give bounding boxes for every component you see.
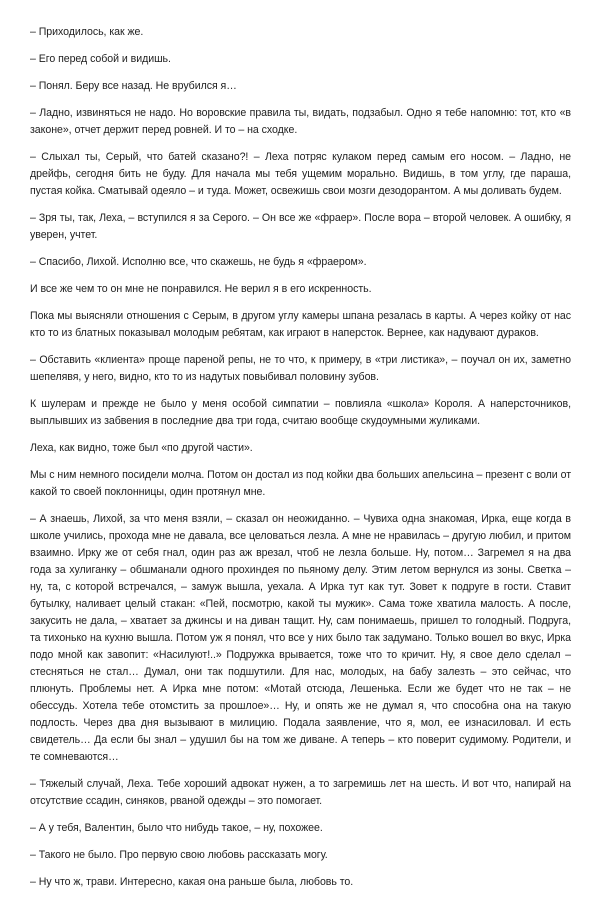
paragraph: – Тяжелый случай, Леха. Тебе хороший адвокат нужен, а то загремишь лет на шесть. И вот что, напирай на отсутствие ссадин, синяков, рваной одежды – это помогает. [30, 778, 571, 807]
paragraph: – Приходилось, как же. [30, 26, 144, 38]
paragraph: – Ладно, извиняться не надо. Но воровские правила ты, видать, подзабыл. Одно я тебе напомню: тот, кто «в законе», отчет держит перед ровней. И то – на сходке. [30, 107, 571, 136]
paragraph: – Его перед собой и видишь. [30, 53, 171, 65]
document-page [30, 24, 571, 901]
paragraph: И все же чем то он мне не понравился. Не верил я в его искренность. [30, 283, 372, 295]
paragraph: – Зря ты, так, Леха, – вступился я за Серого. – Он все же «фраер». После вора – второй человек. А ошибку, я уверен, учтет. [30, 212, 571, 241]
paragraph: – А знаешь, Лихой, за что меня взяли, – сказал он неожиданно. – Чувиха одна знакомая, Ирка, еще когда в школе учились, прохода мне не давала, все целоваться лезла. А мне не нравилась – другую любил, и притом взаимно. Ирку же от себя гнал, один раз аж врезал, чтоб не лезла больше. Ну, потом… Загремел я на два года за хулиганку – обшманали одного прохиндея по пьяному делу. Этим летом вернулся из зоны. Светка – ну, та, с которой встречался, – замуж вышла, уехала. А Ирка тут как тут. Зовет к подруге в гости. Ставит бутылку, наливает целый стакан: «Пей, посмотрю, какой ты мужик». Сама тоже хватила малость. А после, закусить не дала, – хватает за джинсы и на диван тащит. Ну, сам понимаешь, пришел то голодный. Подруга, та тихонько на кухню вышла. Потом уж я понял, что все у них было так задумано. Только вошел во вкус, Ирка подо мной как завопит: «Насилуют!..» Подружка врывается, тоже что то кричит. Ну, я свое дело сделал – стесняться не стал… Думал, они так подшутили. Для нас, молодых, на бабу залезть – это сейчас, что плюнуть. Проблемы нет. А Ирка мне потом: «Мотай отсюда, Лешенька. Если же будет что не так – не обессудь. Хотела тебе отомстить за прошлое»… Ну, и опять же не думал я, что способна она на такую подлость. Через два дня вызывают в милицию. Подала заявление, что я, мол, ее изнасиловал. И есть свидетель… Да если бы знал – удушил бы на том же диване. А теперь – кто поверит судимому. Родители, и те сомневаются… [30, 513, 571, 763]
paragraph: Леха, как видно, тоже был «по другой части». [30, 442, 253, 454]
paragraph: – Ну что ж, трави. Интересно, какая она раньше была, любовь то. [30, 876, 354, 888]
paragraph: – Такого не было. Про первую свою любовь рассказать могу. [30, 849, 328, 861]
paragraph: – А у тебя, Валентин, было что нибудь такое, – ну, похожее. [30, 822, 323, 834]
paragraph: Мы с ним немного посидели молча. Потом он достал из под койки два больших апельсина – презент с воли от какой то своей поклонницы, один протянул мне. [30, 469, 571, 498]
paragraph: К шулерам и прежде не было у меня особой симпатии – повлияла «школа» Короля. А наперсточников, выплывших из забвения в последние два три года, считаю вообще скудоумными жуликами. [30, 398, 571, 427]
paragraph: – Обставить «клиента» проще пареной репы, не то что, к примеру, в «три листика», – поучал он их, заметно шепелявя, у него, видно, кто то из надутых повыбивал половину зубов. [30, 354, 571, 383]
paragraph: – Слыхал ты, Серый, что батей сказано?! – Леха потряс кулаком перед самым его носом. – Ладно, не дрейфь, сегодня бить не буду. Для начала мы тебя ущемим морально. Видишь, в том углу, где параша, пустая койка. Сматывай одеяло – и туда. Может, освежишь свои мозги дезодорантом. А мы доливать будем. [30, 151, 571, 197]
paragraph: – Понял. Беру все назад. Не врубился я… [30, 80, 237, 92]
paragraph: Пока мы выясняли отношения с Серым, в другом углу камеры шпана резалась в карты. А через койку от нас кто то из блатных показывал молодым ребятам, как играют в наперсток. Вернее, как надувают дураков. [30, 310, 571, 339]
paragraph: – Спасибо, Лихой. Исполню все, что скажешь, не будь я «фраером». [30, 256, 367, 268]
